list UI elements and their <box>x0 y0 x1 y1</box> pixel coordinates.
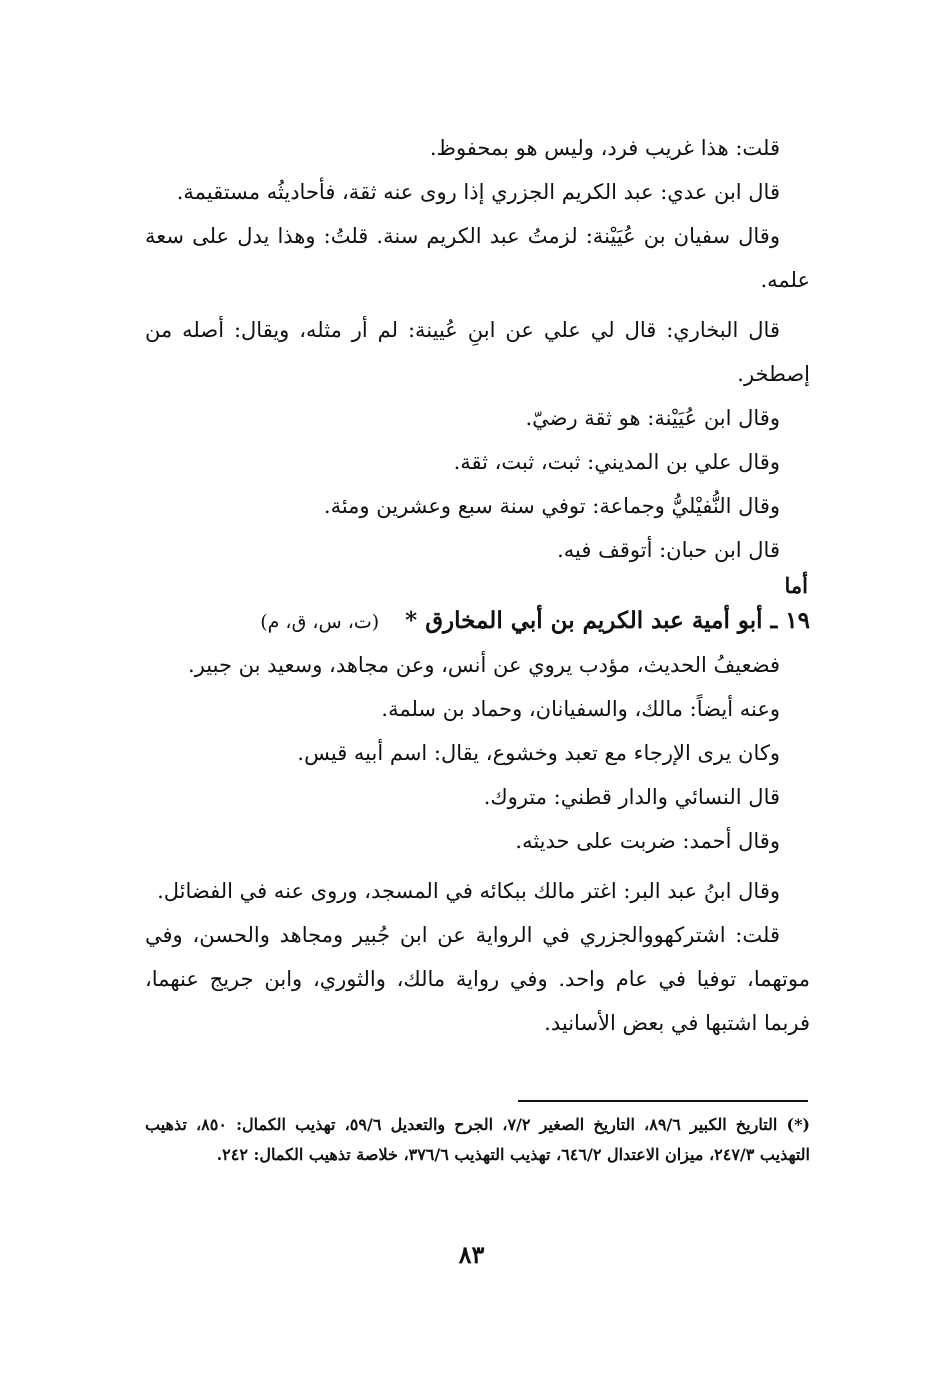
paragraph: قال النسائي والدار قطني: متروك. <box>483 785 780 809</box>
main-text <box>145 126 810 1045</box>
footnote-separator <box>518 1100 808 1102</box>
paragraph: وعنه أيضاً: مالك، والسفيانان، وحماد بن سلمة. <box>381 697 780 721</box>
paragraph: وقال علي بن المديني: ثبت، ثبت، ثقة. <box>453 450 780 474</box>
paragraph: قال ابن حبان: أتوقف فيه. <box>557 538 780 562</box>
paragraph: قلت: اشتركهووالجزري في الرواية عن ابن جُبير ومجاهد والحسن، وفي موتهما، توفيا في عام واحد. وفي رواية مالك، والثوري، وابن جريج عنهما، فربما اشتبها في بعض الأسانيد. <box>145 923 810 1035</box>
ama-label: أما <box>784 573 808 598</box>
paragraph: وقال أحمد: ضربت على حديثه. <box>515 829 780 853</box>
paragraph: قلت: هذا غريب فرد، وليس هو بمحفوظ. <box>429 136 780 160</box>
paragraph: وقال ابنُ عبد البر: اغتر مالك ببكائه في المسجد، وروى عنه في الفضائل. <box>157 879 780 903</box>
paragraph: وقال ابن عُيَيْنة: هو ثقة رضيّ. <box>525 406 780 430</box>
entry-heading <box>145 600 810 643</box>
paragraph: وقال سفيان بن عُيَيْنة: لزمتُ عبد الكريم سنة. قلتُ: وهذا يدل على سعة علمه. <box>145 224 810 292</box>
entry-title: ١٩ ـ أبو أمية عبد الكريم بن أبي المخارق * <box>405 607 810 634</box>
footnote-text: (*) التاريخ الكبير ٨٩/٦، التاريخ الصغير ٧/٢، الجرح والتعديل ٥٩/٦، تهذيب الكمال: ٨٥٠، تذهيب التهذيب ٢٤٧/٣، ميزان الاعتدال ٦٤٦/٢، تهذيب التهذيب ٣٧٦/٦، خلاصة تذهيب الكمال: ٢٤٢. <box>145 1115 811 1164</box>
paragraph: قال البخاري: قال لي علي عن ابنِ عُيينة: لم أر مثله، ويقال: أصله من إصطخر. <box>145 318 810 386</box>
paragraph: وكان يرى الإرجاء مع تعبد وخشوع، يقال: اسم أبيه قيس. <box>297 741 780 765</box>
paragraph: وقال النُّفيْليُّ وجماعة: توفي سنة سبع وعشرين ومئة. <box>323 494 780 518</box>
paragraph: قال ابن عدي: عبد الكريم الجزري إذا روى عنه ثقة، فأحاديثُه مستقيمة. <box>176 180 780 204</box>
paragraph: فضعيفُ الحديث، مؤدب يروي عن أنس، وعن مجاهد، وسعيد بن جبير. <box>188 653 780 677</box>
footnote <box>145 1110 810 1170</box>
entry-symbols: (ت، س، ق، م) <box>260 611 380 633</box>
page-number: ٨٣ <box>458 1240 485 1269</box>
